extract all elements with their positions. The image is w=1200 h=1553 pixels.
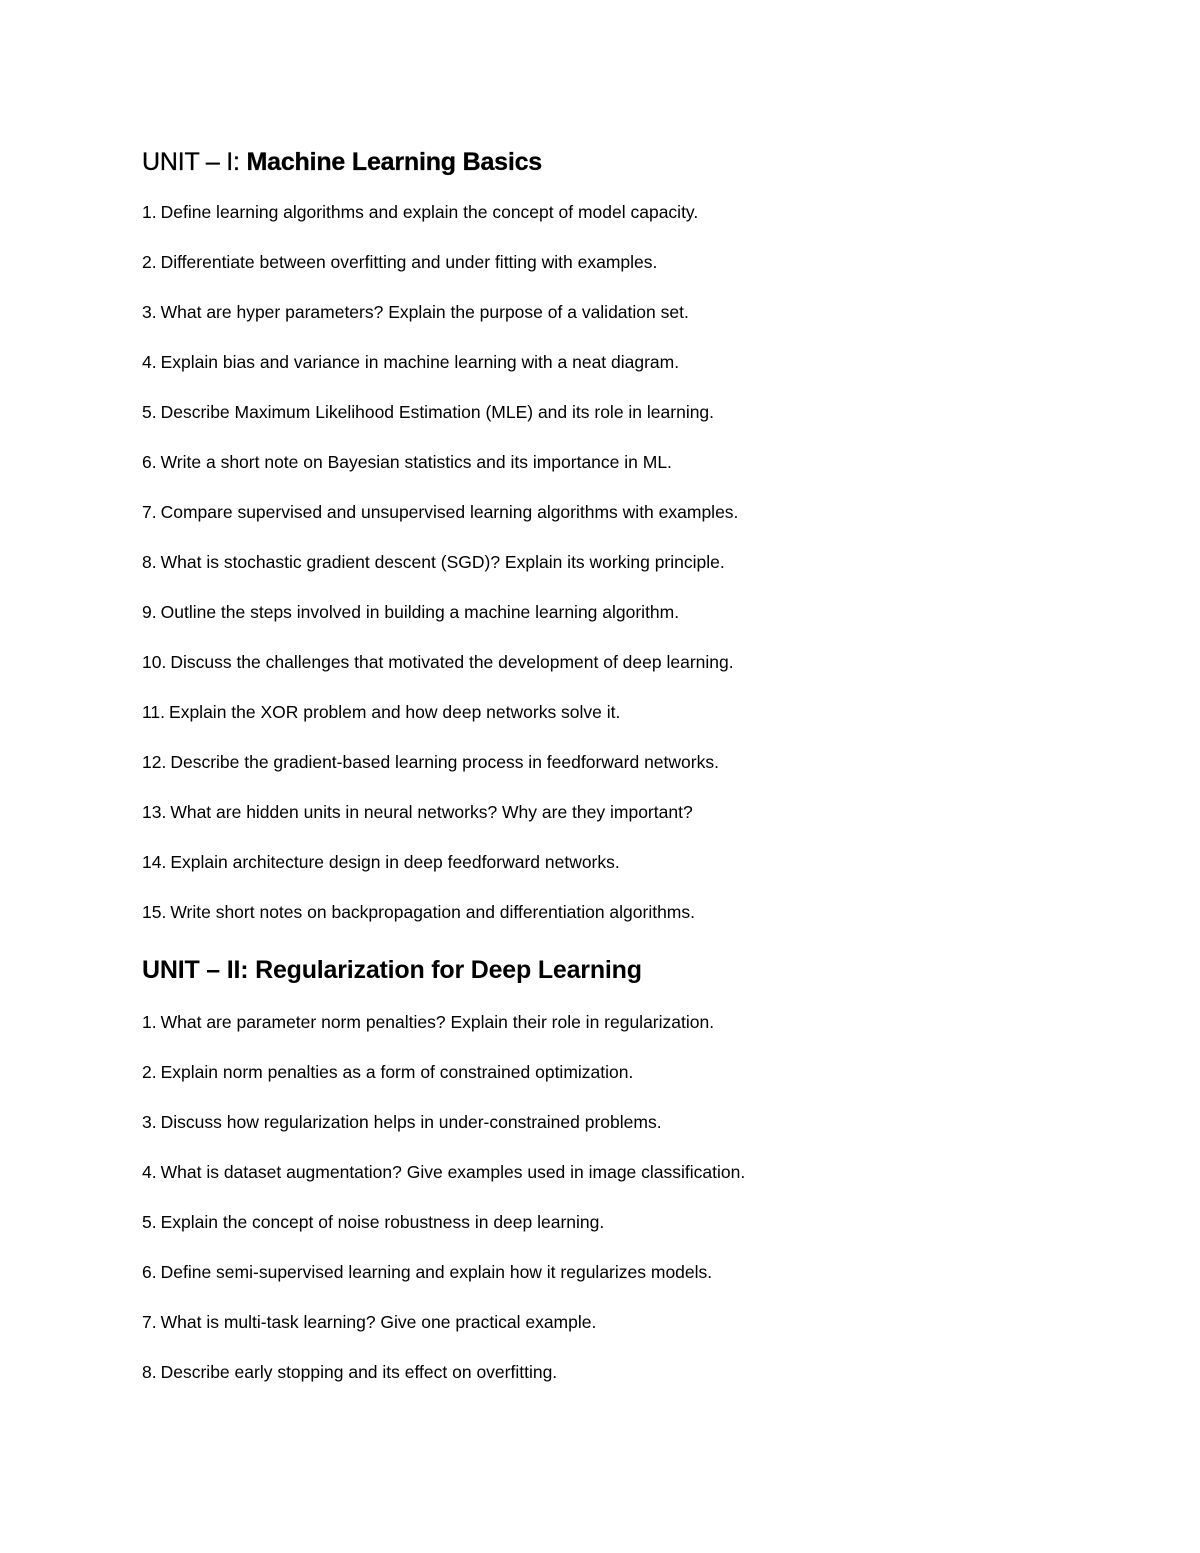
question-text: Describe Maximum Likelihood Estimation (MLE) and its role in learning.: [160, 402, 715, 422]
question-item: [142, 752, 1102, 772]
question-number: 6.: [142, 452, 157, 472]
question-item: [142, 902, 1102, 922]
question-number: 7.: [142, 1312, 157, 1332]
question-number: 2.: [142, 252, 157, 272]
question-number: 14.: [142, 852, 167, 872]
question-item: [142, 1112, 1102, 1132]
document-content: [142, 142, 1102, 1382]
question-text: What is stochastic gradient descent (SGD)? Explain its working principle.: [160, 552, 725, 572]
unit-2-heading: [142, 950, 1102, 990]
unit-1-question-list: [142, 202, 1102, 922]
question-text: Outline the steps involved in building a machine learning algorithm.: [160, 602, 680, 622]
question-text: What is multi-task learning? Give one practical example.: [160, 1312, 597, 1332]
question-number: 3.: [142, 1112, 157, 1132]
question-number: 4.: [142, 352, 157, 372]
question-number: 9.: [142, 602, 157, 622]
question-item: [142, 1062, 1102, 1082]
question-text: What are hidden units in neural networks? Why are they important?: [170, 802, 693, 822]
question-text: What are parameter norm penalties? Explain their role in regularization.: [160, 1012, 715, 1032]
question-text: Describe the gradient-based learning process in feedforward networks.: [170, 752, 719, 772]
question-number: 7.: [142, 502, 157, 522]
question-item: [142, 702, 1102, 722]
question-text: Explain the concept of noise robustness in deep learning.: [160, 1212, 605, 1232]
question-text: Define learning algorithms and explain the concept of model capacity.: [160, 202, 699, 222]
unit-1-heading-title: Machine Learning Basics: [246, 148, 543, 176]
question-item: [142, 352, 1102, 372]
question-text: Describe early stopping and its effect on overfitting.: [160, 1362, 558, 1382]
question-item: [142, 652, 1102, 672]
question-item: [142, 552, 1102, 572]
question-number: 5.: [142, 1212, 157, 1232]
question-item: [142, 602, 1102, 622]
question-item: [142, 852, 1102, 872]
question-number: 15.: [142, 902, 167, 922]
question-item: [142, 402, 1102, 422]
question-number: 13.: [142, 802, 167, 822]
question-text: Explain bias and variance in machine learning with a neat diagram.: [160, 352, 680, 372]
unit-1-heading-prefix: UNIT – I:: [142, 148, 247, 176]
question-number: 11.: [142, 702, 166, 722]
question-item: [142, 202, 1102, 222]
question-text: Explain the XOR problem and how deep networks solve it.: [169, 702, 621, 722]
question-item: [142, 1162, 1102, 1182]
question-number: 2.: [142, 1062, 157, 1082]
question-number: 3.: [142, 302, 157, 322]
question-number: 1.: [142, 1012, 157, 1032]
question-item: [142, 1262, 1102, 1282]
unit-1-heading: [142, 142, 1102, 182]
question-text: Discuss the challenges that motivated the development of deep learning.: [170, 652, 734, 672]
question-item: [142, 302, 1102, 322]
question-text: Write short notes on backpropagation and differentiation algorithms.: [170, 902, 695, 922]
question-text: Write a short note on Bayesian statistics and its importance in ML.: [160, 452, 672, 472]
unit-2-heading-title: Regularization for Deep Learning: [255, 956, 642, 984]
question-text: Explain architecture design in deep feedforward networks.: [170, 852, 620, 872]
question-text: Define semi-supervised learning and explain how it regularizes models.: [160, 1262, 713, 1282]
question-item: [142, 1012, 1102, 1032]
question-item: [142, 452, 1102, 472]
question-number: 4.: [142, 1162, 157, 1182]
question-number: 1.: [142, 202, 157, 222]
question-text: What is dataset augmentation? Give examples used in image classification.: [160, 1162, 746, 1182]
unit-1-section: [142, 142, 1102, 922]
unit-2-question-list: [142, 1012, 1102, 1382]
question-text: Compare supervised and unsupervised learning algorithms with examples.: [160, 502, 739, 522]
question-item: [142, 252, 1102, 272]
question-number: 8.: [142, 1362, 157, 1382]
unit-2-section: [142, 950, 1102, 1382]
question-number: 6.: [142, 1262, 157, 1282]
question-number: 8.: [142, 552, 157, 572]
question-item: [142, 1212, 1102, 1232]
question-item: [142, 1362, 1102, 1382]
question-number: 10.: [142, 652, 167, 672]
question-number: 12.: [142, 752, 167, 772]
question-text: What are hyper parameters? Explain the purpose of a validation set.: [160, 302, 689, 322]
unit-2-heading-prefix: UNIT – II:: [142, 956, 256, 984]
question-text: Discuss how regularization helps in under-constrained problems.: [160, 1112, 662, 1132]
question-item: [142, 1312, 1102, 1332]
question-item: [142, 802, 1102, 822]
question-item: [142, 502, 1102, 522]
question-text: Explain norm penalties as a form of constrained optimization.: [160, 1062, 634, 1082]
question-number: 5.: [142, 402, 157, 422]
question-text: Differentiate between overfitting and under fitting with examples.: [160, 252, 658, 272]
